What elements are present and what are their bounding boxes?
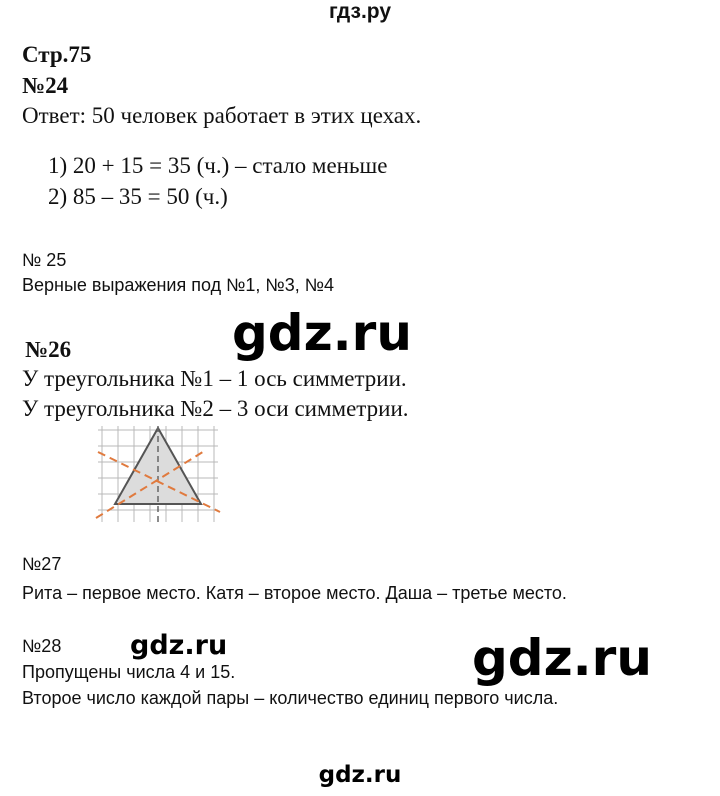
watermark-large-top: gdz.ru bbox=[232, 304, 412, 362]
watermark-footer: gdz.ru bbox=[318, 762, 402, 788]
task-28-line-2: Второе число каждой пары – количество единиц первого числа. bbox=[22, 688, 559, 708]
task-26-line-2: У треугольника №2 – 3 оси симметрии. bbox=[22, 396, 409, 421]
task-28-number: №28 bbox=[22, 636, 62, 656]
task-27-number: №27 bbox=[22, 554, 62, 574]
task-24-answer: Ответ: 50 человек работает в этих цехах. bbox=[22, 103, 422, 128]
task-24-step-2: 2) 85 – 35 = 50 (ч.) bbox=[48, 184, 228, 209]
site-header-title: гдз.ру bbox=[328, 0, 392, 23]
page-reference: Стр.75 bbox=[22, 42, 92, 67]
task-27-text: Рита – первое место. Катя – второе место. Даша – третье место. bbox=[22, 583, 567, 603]
task-28-line-1: Пропущены числа 4 и 15. bbox=[22, 662, 236, 682]
task-24-step-1: 1) 20 + 15 = 35 (ч.) – стало меньше bbox=[48, 153, 388, 178]
task-25-text: Верные выражения под №1, №3, №4 bbox=[22, 275, 335, 295]
watermark-small: gdz.ru bbox=[130, 630, 228, 661]
task-26-line-1: У треугольника №1 – 1 ось симметрии. bbox=[22, 366, 407, 391]
task-24-number: №24 bbox=[22, 73, 69, 98]
watermark-large-bottom: gdz.ru bbox=[472, 629, 652, 687]
triangle-symmetry-figure bbox=[94, 422, 228, 526]
task-25-number: № 25 bbox=[22, 250, 67, 270]
task-26-number: №26 bbox=[25, 337, 72, 362]
